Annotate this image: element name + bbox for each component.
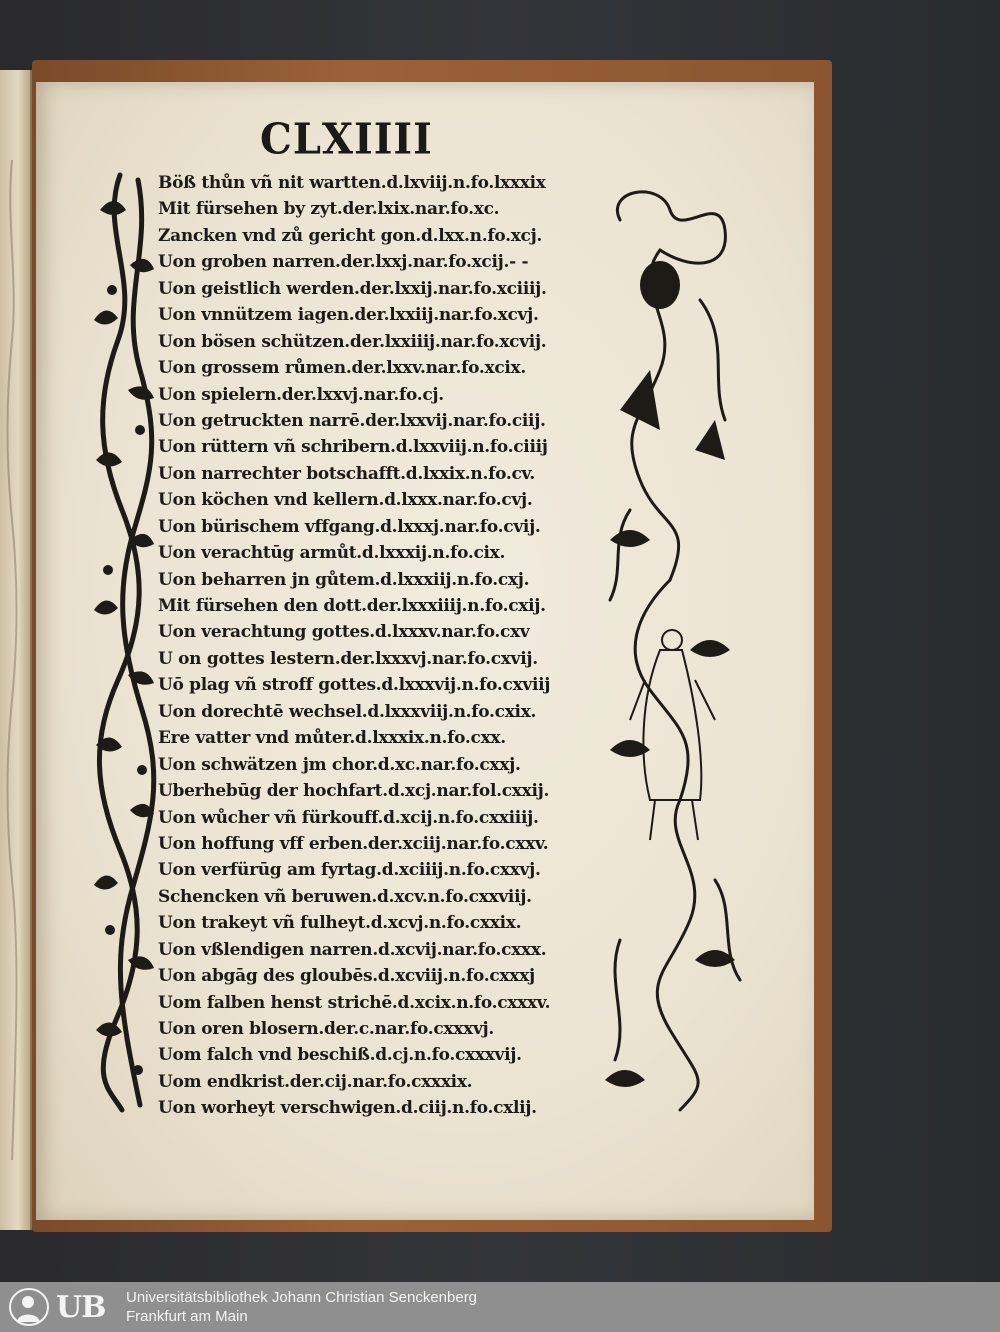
facing-page-ornament	[4, 160, 20, 1160]
index-entry: Ere vatter vnd můter.d.lxxxix.n.fo.cxx.	[158, 728, 506, 749]
index-entry: Uon verachtūg armůt.d.lxxxij.n.fo.cix.	[158, 543, 506, 564]
index-entry: Uon bösen schützen.der.lxxiiij.nar.fo.xcvij.	[158, 331, 547, 352]
index-entry: Mit fürsehen by zyt.der.lxix.nar.fo.xc.	[158, 199, 500, 220]
index-entry: Schencken vñ beruwen.d.xcv.n.fo.cxxviij.	[158, 886, 532, 907]
index-entry: Uon schwätzen jm chor.d.xc.nar.fo.cxxj.	[158, 754, 521, 775]
index-entry: Uon oren blosern.der.c.nar.fo.cxxxvj.	[158, 1019, 494, 1039]
mask-face	[640, 261, 680, 309]
index-entry: Uberhebūg der hochfart.d.xcj.nar.fol.cxxij.	[158, 781, 550, 802]
index-entry: Uon abgāg des gloubēs.d.xcviij.n.fo.cxxxj	[158, 966, 535, 987]
ub-logo-text: UB	[56, 1289, 106, 1325]
woodcut-figure-border-right	[600, 180, 745, 1115]
index-entry: Uon worheyt verschwigen.d.ciij.n.fo.cxlij.	[158, 1098, 537, 1119]
institution-name	[126, 1288, 477, 1326]
index-entry: Uō plag vñ stroff gottes.d.lxxxvij.n.fo.cxviij	[158, 675, 551, 696]
index-entry: Uon spielern.der.lxxvj.nar.fo.cj.	[158, 384, 444, 405]
institution-line-1: Universitätsbibliothek Johann Christian Senckenberg	[126, 1289, 478, 1306]
index-entry: Uon rüttern vñ schribern.d.lxxviij.n.fo.ciiij	[158, 437, 548, 458]
index-entry: Uon verachtung gottes.d.lxxxv.nar.fo.cxv	[158, 622, 530, 643]
index-entry: Uon köchen vnd kellern.d.lxxx.nar.fo.cvj.	[158, 490, 533, 511]
index-entry: Uon getruckten narrē.der.lxxvij.nar.fo.ciij.	[158, 410, 546, 431]
facing-page-edge	[0, 70, 32, 1230]
figure-head	[662, 630, 682, 650]
index-entry: Uom falch vnd beschiß.d.cj.n.fo.cxxxvij.	[158, 1045, 522, 1066]
institution-line-2: Frankfurt am Main	[126, 1308, 248, 1325]
table-of-contents	[158, 170, 618, 1122]
index-entry: Uon hoffung vff erben.der.xciij.nar.fo.cxxv.	[158, 833, 549, 854]
woodcut-vine-border-left	[90, 170, 160, 1115]
index-entry: Zancken vnd zů gericht gon.d.lxx.n.fo.xcj.	[158, 225, 543, 246]
index-entry: Böß thůn vñ nit wartten.d.lxviij.n.fo.lxxxix	[158, 173, 546, 193]
index-entry: Uon bürischem vffgang.d.lxxxj.nar.fo.cvij.	[158, 516, 541, 537]
index-entry: Uom falben henst strichē.d.xcix.n.fo.cxxxv.	[158, 992, 551, 1013]
index-entry: Uon vßlendigen narren.d.xcvij.nar.fo.cxxx.	[158, 939, 547, 960]
index-entry: Uon geistlich werden.der.lxxij.nar.fo.xciiij.	[158, 278, 547, 299]
folio-number: CLXIIII	[260, 114, 433, 165]
index-entry: Uon verfürūg am fyrtag.d.xciiij.n.fo.cxxvj.	[158, 860, 541, 881]
index-entry: Uon narrechter botschafft.d.lxxix.n.fo.cv.	[158, 463, 536, 484]
index-entry: Uon groben narren.der.lxxj.nar.fo.xcij.- -	[158, 252, 529, 273]
index-entry: Mit fürsehen den dott.der.lxxxiiij.n.fo.cxij.	[158, 596, 546, 616]
index-entry: Uon vnnützem iagen.der.lxxiij.nar.fo.xcvj.	[158, 305, 539, 326]
index-entry: Uon grossem růmen.der.lxxv.nar.fo.xcix.	[158, 358, 526, 379]
portrait-seal-icon	[4, 1288, 54, 1326]
ub-logo[interactable]	[4, 1288, 116, 1326]
index-entry: Uom endkrist.der.cij.nar.fo.cxxxix.	[158, 1071, 473, 1092]
index-entry: Uon beharren jn gůtem.d.lxxxiij.n.fo.cxj.	[158, 569, 530, 590]
index-entry: Uon trakeyt vñ fulheyt.d.xcvj.n.fo.cxxix.	[158, 913, 522, 934]
index-entry: Uon wůcher vñ fürkouff.d.xcij.n.fo.cxxiiij.	[158, 807, 539, 828]
library-footer-bar	[0, 1282, 1000, 1332]
index-entry: Uon dorechtē wechsel.d.lxxxviij.n.fo.cxix.	[158, 701, 537, 722]
index-entry: U on gottes lestern.der.lxxxvj.nar.fo.cxvij.	[158, 648, 538, 669]
